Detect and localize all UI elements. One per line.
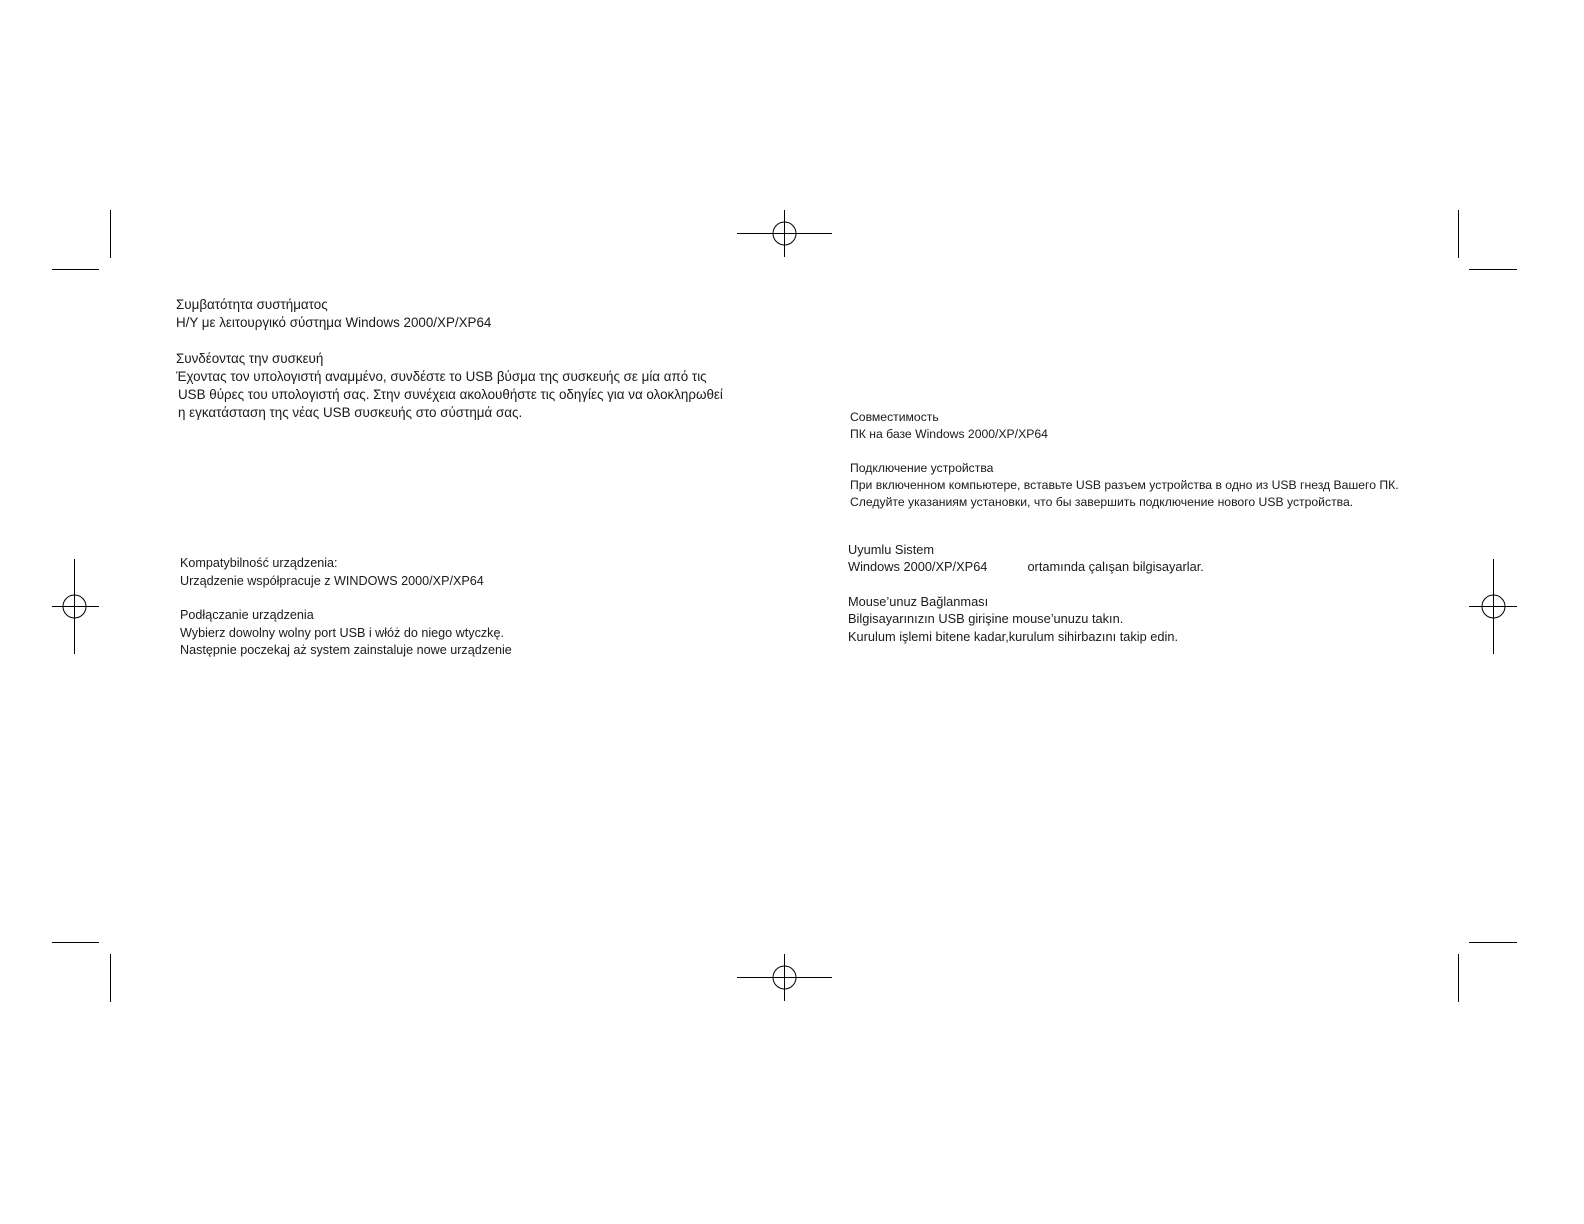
russian-connect-line-1: При включенном компьютере, вставьте USB разъем устройства в одно из USB гнезд Вашего ПК. — [850, 478, 1399, 492]
polish-compat-heading: Kompatybilność urządzenia: — [180, 556, 338, 570]
turkish-connect-line-1: Bilgisayarınızın USB girişine mouse’unuzu takın. — [848, 611, 1124, 627]
greek-compat-text: Η/Υ με λειτουργικό σύστημα Windows 2000/XP/XP64 — [176, 315, 492, 330]
turkish-compat-heading: Uyumlu Sistem — [848, 542, 935, 557]
greek-connect-line-3: η εγκατάσταση της νέας USB συσκευής στο σύστημά σας. — [178, 405, 523, 420]
turkish-compat-desc: ortamında çalışan bilgisayarlar. — [1027, 559, 1204, 575]
polish-connect-line-1: Wybierz dowolny wolny port USB i włóż do niego wtyczkę. — [180, 625, 504, 640]
turkish-connect-heading: Mouse’unuz Bağlanması — [848, 593, 989, 609]
greek-connect-line-2: USB θύρες του υπολογιστή σας. Στην συνέχεια ακολουθήστε τις οδηγίες για να ολοκληρωθεί — [178, 387, 723, 402]
russian-section — [850, 409, 1399, 511]
greek-section — [176, 296, 723, 422]
registration-mark-bottom — [737, 954, 832, 1001]
greek-compat-heading: Συμβατότητα συστήματος — [176, 297, 328, 312]
registration-mark-right — [1469, 559, 1517, 654]
turkish-connect-line-2: Kurulum işlemi bitene kadar,kurulum sihirbazını takip edin. — [848, 628, 1179, 644]
greek-connect-line-1: Έχοντας τον υπολογιστή αναμμένο, συνδέστε το USB βύσμα της συσκευής σε μία από τις — [176, 369, 707, 384]
registration-mark-left — [52, 559, 99, 654]
greek-connect-heading: Συνδέοντας την συσκευή — [176, 351, 324, 366]
russian-compat-heading: Совместимость — [850, 410, 939, 424]
russian-compat-text: ПК на базе Windows 2000/XP/XP64 — [850, 427, 1048, 441]
polish-connect-heading: Podłączanie urządzenia — [180, 608, 314, 622]
polish-compat-text: Urządzenie współpracuje z WINDOWS 2000/XP/XP64 — [180, 573, 484, 588]
turkish-compat-os: Windows 2000/XP/XP64 — [848, 559, 988, 575]
russian-connect-heading: Подключение устройства — [850, 461, 994, 475]
registration-mark-top — [737, 210, 832, 257]
turkish-compat-text — [848, 558, 1204, 575]
russian-connect-line-2: Следуйте указаниям установки, что бы завершить подключение нового USB устройства. — [850, 495, 1354, 509]
polish-connect-line-2: Następnie poczekaj aż system zainstaluje nowe urządzenie — [180, 643, 512, 657]
turkish-section — [848, 541, 1204, 645]
polish-section — [180, 555, 512, 660]
